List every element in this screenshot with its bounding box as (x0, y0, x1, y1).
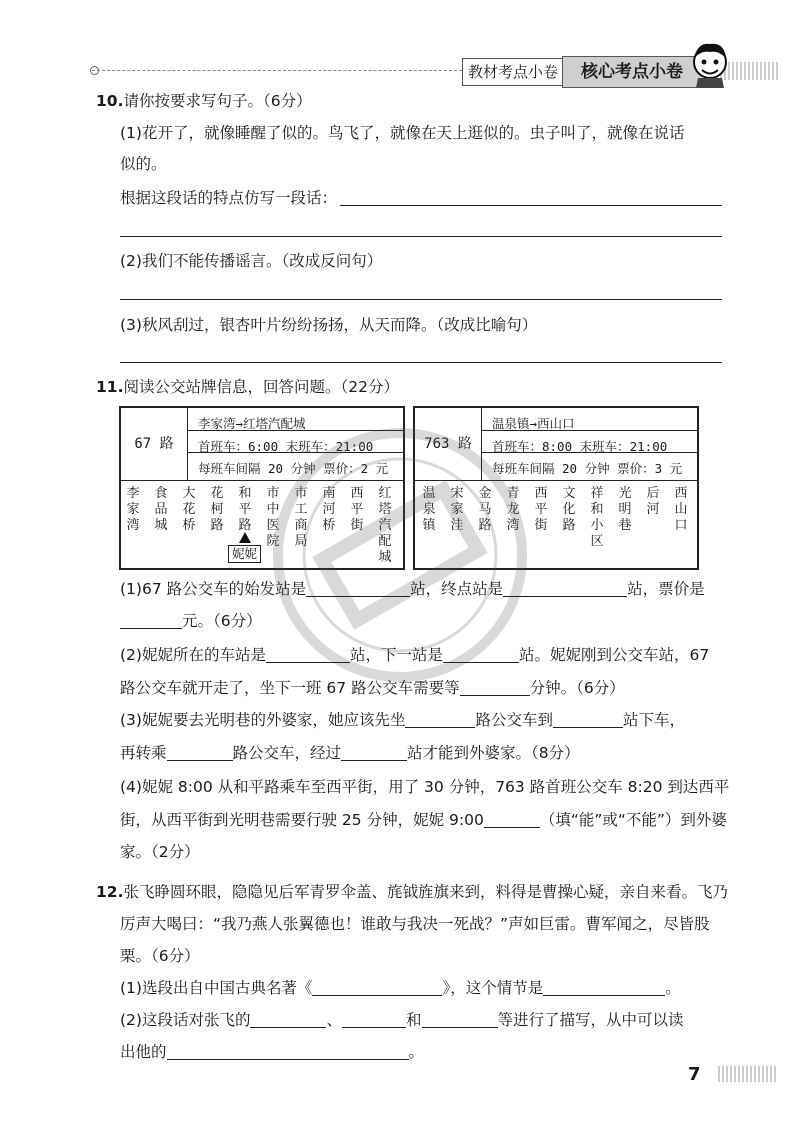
footer-stripes (718, 1066, 778, 1082)
sign763-stop-1: 温泉镇 (422, 486, 436, 533)
sign763-stop-6: 文化路 (562, 486, 576, 533)
q11-stem (96, 376, 399, 398)
q11-p1-a: (1)67 路公交车的始发站是 (120, 580, 307, 598)
sign67-stop-10: 红塔汽配城 (378, 486, 392, 565)
sign763-info (482, 408, 697, 481)
q11-p3-blank-transfer[interactable] (553, 711, 623, 728)
q10-p1-answer-line-2[interactable] (120, 236, 722, 237)
q11-p4-line3: 家。（2分） (120, 843, 200, 861)
q12-p2-f: 。 (408, 1043, 425, 1061)
q11-p2-blank-next[interactable] (443, 646, 519, 663)
q11-p3-a: (3)妮妮要去光明巷的外婆家，她应该先坐 (120, 711, 406, 729)
sign763-fare: 每班车间隔 20 分钟 票价：3 元 (492, 461, 683, 476)
sign763-times: 首班车：8:00 末班车：21:00 (492, 439, 668, 454)
q10-stem (96, 90, 312, 112)
q12-p2-blank-trait[interactable] (167, 1043, 409, 1060)
header-tag: 教材考点小卷 (462, 58, 564, 86)
q12-text-line2: 厉声大喝曰：“我乃燕人张翼德也！谁敢与我决一死战？”声如巨雷。曹军闻之，尽皆股 (120, 915, 710, 933)
sign67-route: 67 路 (121, 408, 188, 481)
sign763-stop-4: 青龙湾 (506, 486, 520, 533)
q10-number: 10. (96, 92, 124, 110)
q11-p3-e: 路公交车，经过 (232, 744, 342, 762)
sign67-stop-1: 李家湾 (126, 486, 140, 533)
sign763-stop-8: 光明巷 (618, 486, 632, 533)
q12-p2-e: 出他的 (120, 1043, 167, 1061)
q11-p4-blank[interactable] (484, 811, 540, 828)
q12-p2-b: 、 (326, 1011, 342, 1029)
sign763-stop-3: 金马路 (478, 486, 492, 533)
q12-p1-b: 》，这个情节是 (442, 979, 544, 997)
q12-p2-c: 和 (405, 1011, 422, 1029)
q11-p3-d: 再转乘 (120, 744, 167, 762)
sign67-fare: 每班车间隔 20 分钟 票价：2 元 (198, 461, 389, 476)
q12-p2-line2 (120, 1041, 424, 1063)
q12-p2-d: 等进行了描写，从中可以读 (497, 1011, 684, 1029)
q10-p1-instruction: 根据这段话的特点仿写一段话： (120, 189, 338, 207)
sign67-direction: 李家湾→红塔汽配城 (198, 416, 306, 431)
q11-p3-blank-route1[interactable] (405, 711, 475, 728)
q10-p1-line1: (1)花开了，就像睡醒了似的。鸟飞了，就像在天上逛似的。虫子叫了，就像在说话 (120, 124, 685, 142)
q11-p4-line2 (120, 809, 727, 831)
sign763-stop-9: 后河 (646, 486, 660, 517)
q11-number: 11. (96, 378, 124, 396)
q11-p1-line1 (120, 578, 705, 600)
q12-p2-blank-3[interactable] (422, 1011, 498, 1028)
q11-p3-c: 站下车， (622, 711, 685, 729)
sign67-divider-1 (188, 430, 403, 431)
q12-p1-c: 。 (665, 979, 681, 997)
sign67-stop-9: 西平街 (350, 486, 364, 533)
q12-text-line1 (96, 881, 728, 903)
q11-p4-b: 街，从西平街到光明巷需要行驶 25 分钟，妮妮 9:00 (120, 811, 484, 829)
sign67-stop-7: 市工商局 (294, 486, 308, 549)
q11-p1-line2 (120, 610, 262, 632)
page-number: 7 (688, 1064, 701, 1085)
sign67-stop-4: 花柯路 (210, 486, 224, 533)
sign763-stop-10: 西山口 (674, 486, 688, 533)
sign763-direction: 温泉镇→西山口 (492, 416, 575, 431)
q12-p2-a: (2)这段话对张飞的 (120, 1011, 251, 1029)
q11-p2-blank-current[interactable] (266, 646, 350, 663)
q11-p3-b: 路公交车到 (475, 711, 553, 729)
current-stop-marker-icon (239, 532, 251, 543)
q11-p2-d: 路公交车就开走了，坐下一班 67 路公交车需要等 (120, 679, 460, 697)
sign763-stop-5: 西平街 (534, 486, 548, 533)
sign67-stop-5: 和平路 (238, 486, 252, 533)
sign763-divider-1 (482, 430, 697, 431)
q11-p3-line2 (120, 742, 580, 764)
q11-p2-c: 站。妮妮刚到公交车站，67 (518, 646, 710, 664)
sign763-stop-2: 宋家洼 (450, 486, 464, 533)
q11-p2-line1 (120, 644, 709, 666)
q11-p2-b: 站，下一站是 (349, 646, 443, 664)
q11-p1-d: 元。（6分） (182, 612, 262, 630)
q10-p3-answer-line[interactable] (120, 362, 722, 363)
mascot-icon (688, 40, 732, 88)
q12-number: 12. (96, 883, 124, 901)
sign67-stop-3: 大花桥 (182, 486, 196, 533)
sign67-stop-8: 南河桥 (322, 486, 336, 533)
q11-p1-blank-fare[interactable] (120, 612, 182, 629)
q11-p1-blank-start[interactable] (306, 580, 410, 597)
q11-p2-blank-wait[interactable] (460, 679, 530, 696)
q11-p3-line1 (120, 709, 685, 731)
q11-p4-c: （填“能”或“不能”）到外婆 (539, 811, 727, 829)
q11-p3-blank-count[interactable] (341, 744, 407, 761)
q12-text-line3: 栗。（6分） (120, 947, 200, 965)
q11-p2-a: (2)妮妮所在的车站是 (120, 646, 266, 664)
header-dashed-rule (92, 70, 462, 71)
q12-p1-blank-book[interactable] (312, 979, 442, 996)
sign67-stop-2: 食品城 (154, 486, 168, 533)
you-are-here-label: 妮妮 (228, 545, 261, 563)
sign67-stop-6: 市中医院 (266, 486, 280, 549)
q10-p2-answer-line[interactable] (120, 299, 722, 300)
q11-p4-line1: (4)妮妮 8:00 从和平路乘车至西平街，用了 30 分钟，763 路首班公交车 8:20 到达西平 (120, 778, 730, 796)
q11-p2-e: 分钟。（6分） (529, 679, 625, 697)
q12-p2-blank-2[interactable] (342, 1011, 406, 1028)
sign67-times: 首班车：6:00 末班车：21:00 (198, 439, 374, 454)
q12-p2-line1 (120, 1009, 684, 1031)
bus-sign-763 (413, 406, 699, 570)
sign67-divider-2 (188, 452, 403, 453)
q11-p1-c: 站，票价是 (627, 580, 705, 598)
q11-p1-b: 站，终点站是 (410, 580, 504, 598)
q11-p3-f: 站才能到外婆家。（8分） (407, 744, 580, 762)
q11-stem-text: 阅读公交站牌信息，回答问题。（22分） (123, 378, 399, 396)
sign67-info (188, 408, 403, 481)
sign763-divider-2 (482, 452, 697, 453)
q10-stem-text: 请你按要求写句子。（6分） (123, 92, 312, 110)
q12-p1-a: (1)选段出自中国古典名著《 (120, 979, 313, 997)
q10-p1-line2: 似的。 (120, 155, 167, 173)
sign763-stop-7: 祥和小区 (590, 486, 604, 549)
q11-p1-blank-end[interactable] (503, 580, 627, 597)
q10-p2: (2)我们不能传播谣言。（改成反问句） (120, 252, 383, 270)
q10-p3: (3)秋风刮过，银杏叶片纷纷扬扬，从天而降。（改成比喻句） (120, 316, 538, 334)
q12-text-l1: 张飞睁圆环眼，隐隐见后军青罗伞盖、旄钺旌旗来到，料得是曹操心疑，亲自来看。飞乃 (123, 883, 728, 901)
q12-p1 (120, 977, 681, 999)
sign763-route: 763 路 (415, 408, 482, 481)
q11-p3-blank-route2[interactable] (167, 744, 233, 761)
q12-p2-blank-1[interactable] (250, 1011, 326, 1028)
q12-p1-blank-plot[interactable] (543, 979, 665, 996)
header-title: 核心考点小卷 (562, 56, 702, 88)
bus-sign-67 (119, 406, 405, 570)
q11-p2-line2 (120, 677, 625, 699)
q10-p1-answer-line-1[interactable] (340, 205, 722, 206)
